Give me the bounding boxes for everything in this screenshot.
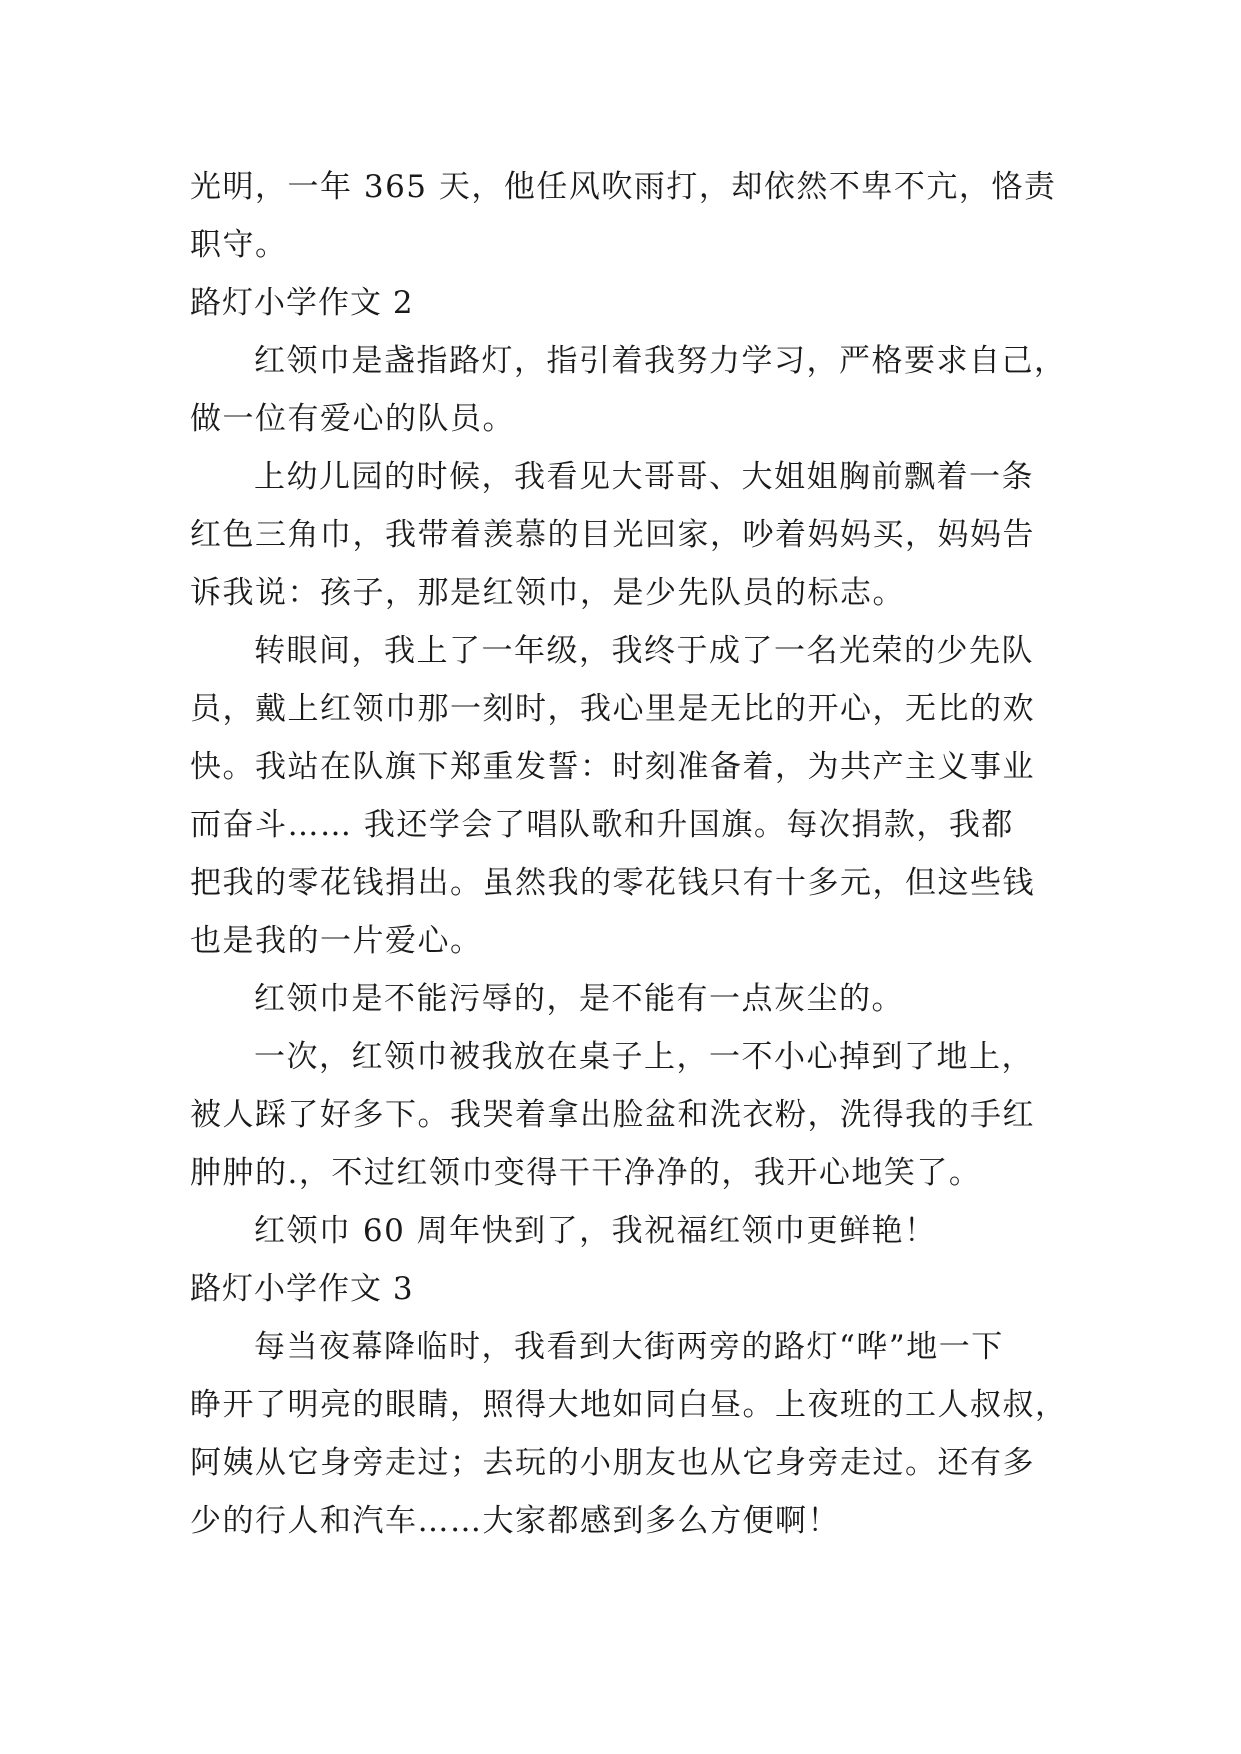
text-line: 红领巾是不能污辱的，是不能有一点灰尘的。 [254, 981, 904, 1017]
text-line: 也是我的一片爱心。 [190, 923, 483, 959]
text-line: 诉我说：孩子，那是红领巾，是少先队员的标志。 [190, 575, 905, 611]
text-line: 而奋斗…… 我还学会了唱队歌和升国旗。每次捐款，我都 [190, 807, 1014, 843]
text-line: 睁开了明亮的眼睛，照得大地如同白昼。上夜班的工人叔叔， [190, 1387, 1068, 1423]
text-line: 红领巾 60 周年快到了，我祝福红领巾更鲜艳！ [254, 1213, 937, 1249]
text-line: 上幼儿园的时候，我看见大哥哥、大姐姐胸前飘着一条 [254, 459, 1034, 495]
document-page [190, 158, 1068, 1550]
text-line: 把我的零花钱捐出。虽然我的零花钱只有十多元，但这些钱 [190, 865, 1035, 901]
text-line: 每当夜幕降临时，我看到大街两旁的路灯“哗”地一下 [254, 1329, 1004, 1365]
text-line: 被人踩了好多下。我哭着拿出脸盆和洗衣粉，洗得我的手红 [190, 1097, 1035, 1133]
text-line: 转眼间，我上了一年级，我终于成了一名光荣的少先队 [254, 633, 1034, 669]
text-line: 光明，一年 365 天，他任风吹雨打，却依然不卑不亢，恪责 [190, 169, 1057, 205]
text-line: 红色三角巾，我带着羡慕的目光回家，吵着妈妈买，妈妈告 [190, 517, 1035, 553]
text-line: 职守。 [190, 227, 288, 263]
text-line: 一次，红领巾被我放在桌子上，一不小心掉到了地上， [254, 1039, 1034, 1075]
text-line: 员，戴上红领巾那一刻时，我心里是无比的开心，无比的欢 [190, 691, 1035, 727]
text-line: 快。我站在队旗下郑重发誓：时刻准备着，为共产主义事业 [190, 749, 1035, 785]
text-line: 做一位有爱心的队员。 [190, 401, 515, 437]
text-line: 红领巾是盏指路灯，指引着我努力学习，严格要求自己， [254, 343, 1067, 379]
text-line: 肿肿的.，不过红领巾变得干干净净的，我开心地笑了。 [190, 1155, 982, 1191]
text-line: 阿姨从它身旁走过；去玩的小朋友也从它身旁走过。还有多 [190, 1445, 1035, 1481]
section-heading: 路灯小学作文 3 [190, 1271, 414, 1307]
text-line: 少的行人和汽车……大家都感到多么方便啊！ [190, 1503, 840, 1539]
section-heading: 路灯小学作文 2 [190, 285, 414, 321]
